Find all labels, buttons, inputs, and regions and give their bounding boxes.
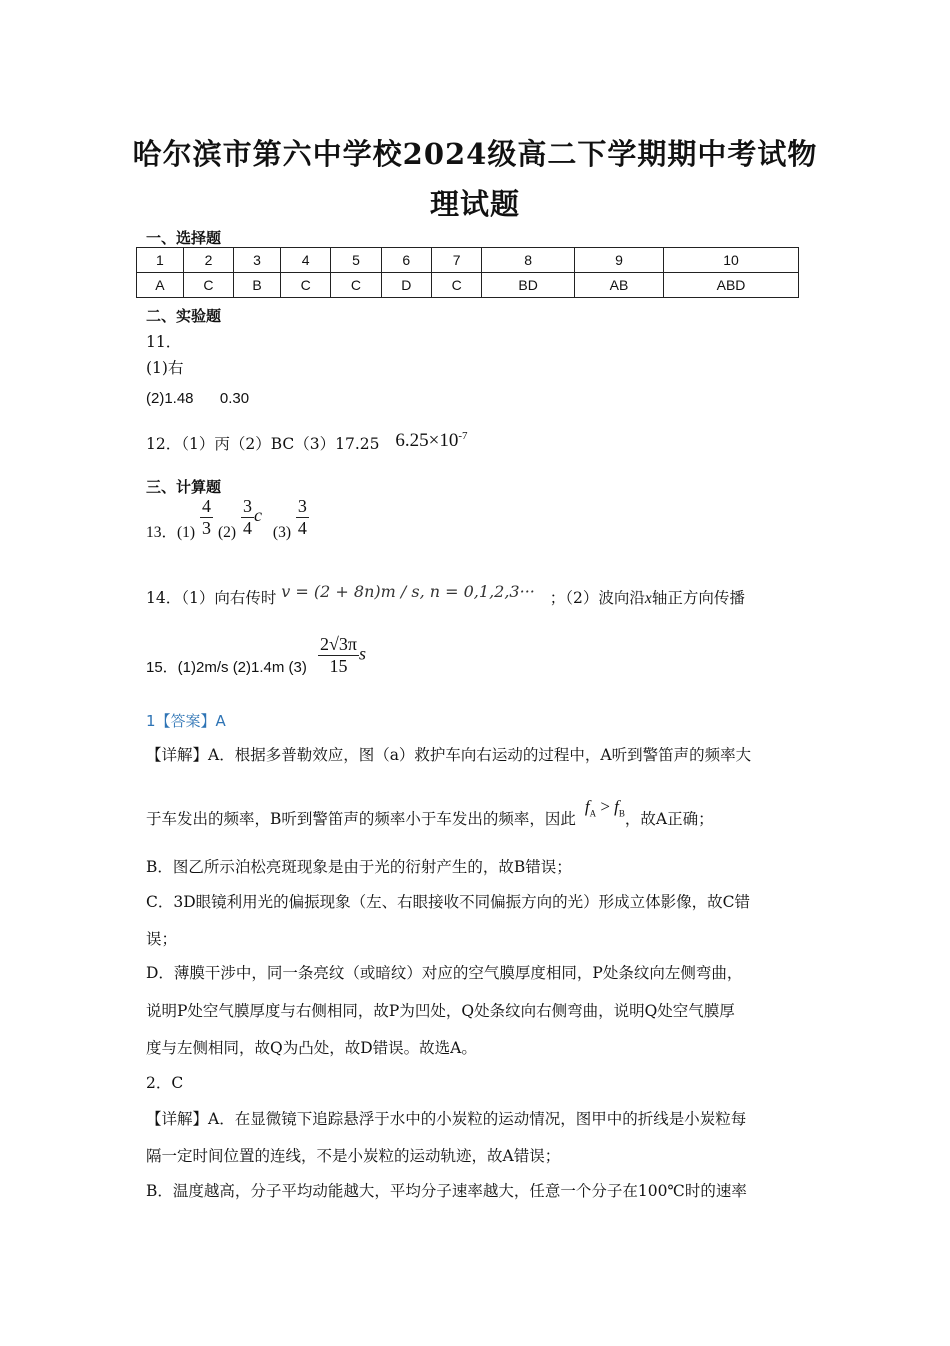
answer-table-answer-cell: C (280, 273, 330, 298)
q15-f-den: 15 (329, 655, 348, 676)
q14-tail-b: 轴正方向传播 (651, 589, 745, 607)
solution-1-line-2a: 于车发出的频率，B听到警笛声的频率小于车发出的频率，因此 (146, 810, 576, 828)
solution-1-line-8: 度与左侧相同，故Q为凸处，故D错误。故选A。 (146, 1039, 477, 1057)
q11-part2 (146, 390, 249, 407)
answer-table (136, 247, 799, 298)
answer-table-answer-cell: C (331, 273, 381, 298)
answer-table-answer-cell: D (381, 273, 431, 298)
q15-unit: s (358, 643, 366, 664)
answer-table-answer-cell: C (432, 273, 482, 298)
q12-text: 12．（1）丙（2）BC（3）17.25 (146, 435, 380, 453)
answer-table-answer-cell: ABD (664, 273, 799, 298)
section-choice-heading: 一、选择题 (146, 229, 222, 247)
q12-sci-base: 6.25×10 (395, 430, 459, 451)
solution-1-line-1: 【详解】A．根据多普勒效应，图（a）救护车向右运动的过程中，A听到警笛声的频率大 (146, 746, 752, 764)
solution-1-line-5: 误； (146, 930, 178, 948)
answer-table-numbers-row (137, 248, 799, 273)
q12-sci-exp: -7 (458, 429, 468, 442)
solution-1-line-6: D．薄膜干涉中，同一条亮纹（或暗纹）对应的空气膜厚度相同，P处条纹向左侧弯曲， (146, 964, 743, 982)
q15-line (146, 634, 366, 676)
solution-1-line-2 (146, 797, 714, 830)
q11-label: 11． (146, 333, 182, 351)
solution-2-line-3: B．温度越高，分子平均动能越大，平均分子速率越大，任意一个分子在100℃时的速率 (146, 1182, 747, 1200)
solution-2-header: 2．C (146, 1074, 184, 1092)
answer-table-answer-cell: BD (482, 273, 575, 298)
q13-f1-num: 4 (202, 496, 212, 516)
answer-table-number-cell: 9 (574, 248, 663, 273)
q13-line (146, 496, 309, 542)
q13-label: 13．(1) (146, 524, 196, 542)
q14-tail-a: ；（2）波向沿 (549, 589, 645, 607)
answer-table-number-cell: 5 (331, 248, 381, 273)
q15-f-num: 2√3π (319, 634, 357, 654)
q13-f3-num: 3 (297, 496, 307, 516)
q11-part1: (1)右 (146, 359, 184, 377)
answer-table-answer-cell: A (137, 273, 184, 298)
answer-table-number-cell: 4 (280, 248, 330, 273)
solution-2-line-2: 隔一定时间位置的连线，不是小炭粒的运动轨迹，故A错误； (146, 1147, 561, 1165)
q13-p3: (3) (272, 524, 291, 542)
answer-table-number-cell: 1 (137, 248, 184, 273)
answer-table-number-cell: 10 (664, 248, 799, 273)
answer-table-answers-row (137, 273, 799, 298)
q13-f3-den: 4 (297, 517, 307, 538)
q11-part2-label: (2)1.48 (146, 390, 194, 407)
solution-2-line-1: 【详解】A．在显微镜下追踪悬浮于水中的小炭粒的运动情况，图甲中的折线是小炭粒每 (146, 1110, 747, 1128)
section-experiment-heading: 二、实验题 (146, 307, 222, 325)
answer-table-answer-cell: B (234, 273, 281, 298)
section-calc-heading: 三、计算题 (146, 478, 222, 496)
page-title-cont: 理试题 (429, 187, 520, 221)
q13-f2-den: 4 (242, 517, 252, 538)
answer-table-number-cell: 7 (432, 248, 482, 273)
q14-label: 14．（1）向右传时 (146, 589, 277, 607)
q13-fraction-3 (296, 496, 309, 538)
solution-1-fa: $f_A > f_B$ (584, 797, 625, 819)
q12-line (146, 429, 468, 455)
answer-table-answer-cell: AB (574, 273, 663, 298)
solution-1-line-2b: ，故A正确； (624, 810, 714, 828)
q14-formula: v = (2 + 8n)m / s, n = 0,1,2,3··· (281, 582, 535, 601)
answer-table-number-cell: 3 (234, 248, 281, 273)
q13-p2: (2) (217, 524, 237, 542)
answer-table-number-cell: 2 (183, 248, 233, 273)
solution-1-line-7: 说明P处空气膜厚度与右侧相同，故P为凹处，Q处条纹向右侧弯曲，说明Q处空气膜厚 (146, 1002, 735, 1020)
q13-f1-den: 3 (202, 517, 212, 538)
q14-tail-x: x (644, 590, 652, 607)
q13-fraction-2 (241, 496, 254, 538)
q13-fraction-1 (200, 496, 213, 538)
page-title: 哈尔滨市第六中学校2024级高二下学期期中考试物 (132, 137, 818, 171)
solution-1-header: 1【答案】A (146, 712, 226, 730)
solution-1-line-3: B．图乙所示泊松亮斑现象是由于光的衍射产生的，故B错误； (146, 858, 572, 876)
answer-table-number-cell: 8 (482, 248, 575, 273)
q13-f2-suffix: c (253, 505, 262, 526)
q15-text: 15．(1)2m/s (2)1.4m (3) (146, 658, 307, 676)
q11-part2-value: 0.30 (219, 390, 250, 407)
answer-table-number-cell: 6 (381, 248, 431, 273)
solution-1-line-4: C．3D眼镜利用光的偏振现象（左、右眼接收不同偏振方向的光）形成立体影像，故C错 (146, 893, 751, 911)
q15-fraction (318, 634, 359, 676)
q13-f2-num: 3 (242, 496, 252, 516)
answer-table-answer-cell: C (183, 273, 233, 298)
q14-line (146, 582, 745, 608)
